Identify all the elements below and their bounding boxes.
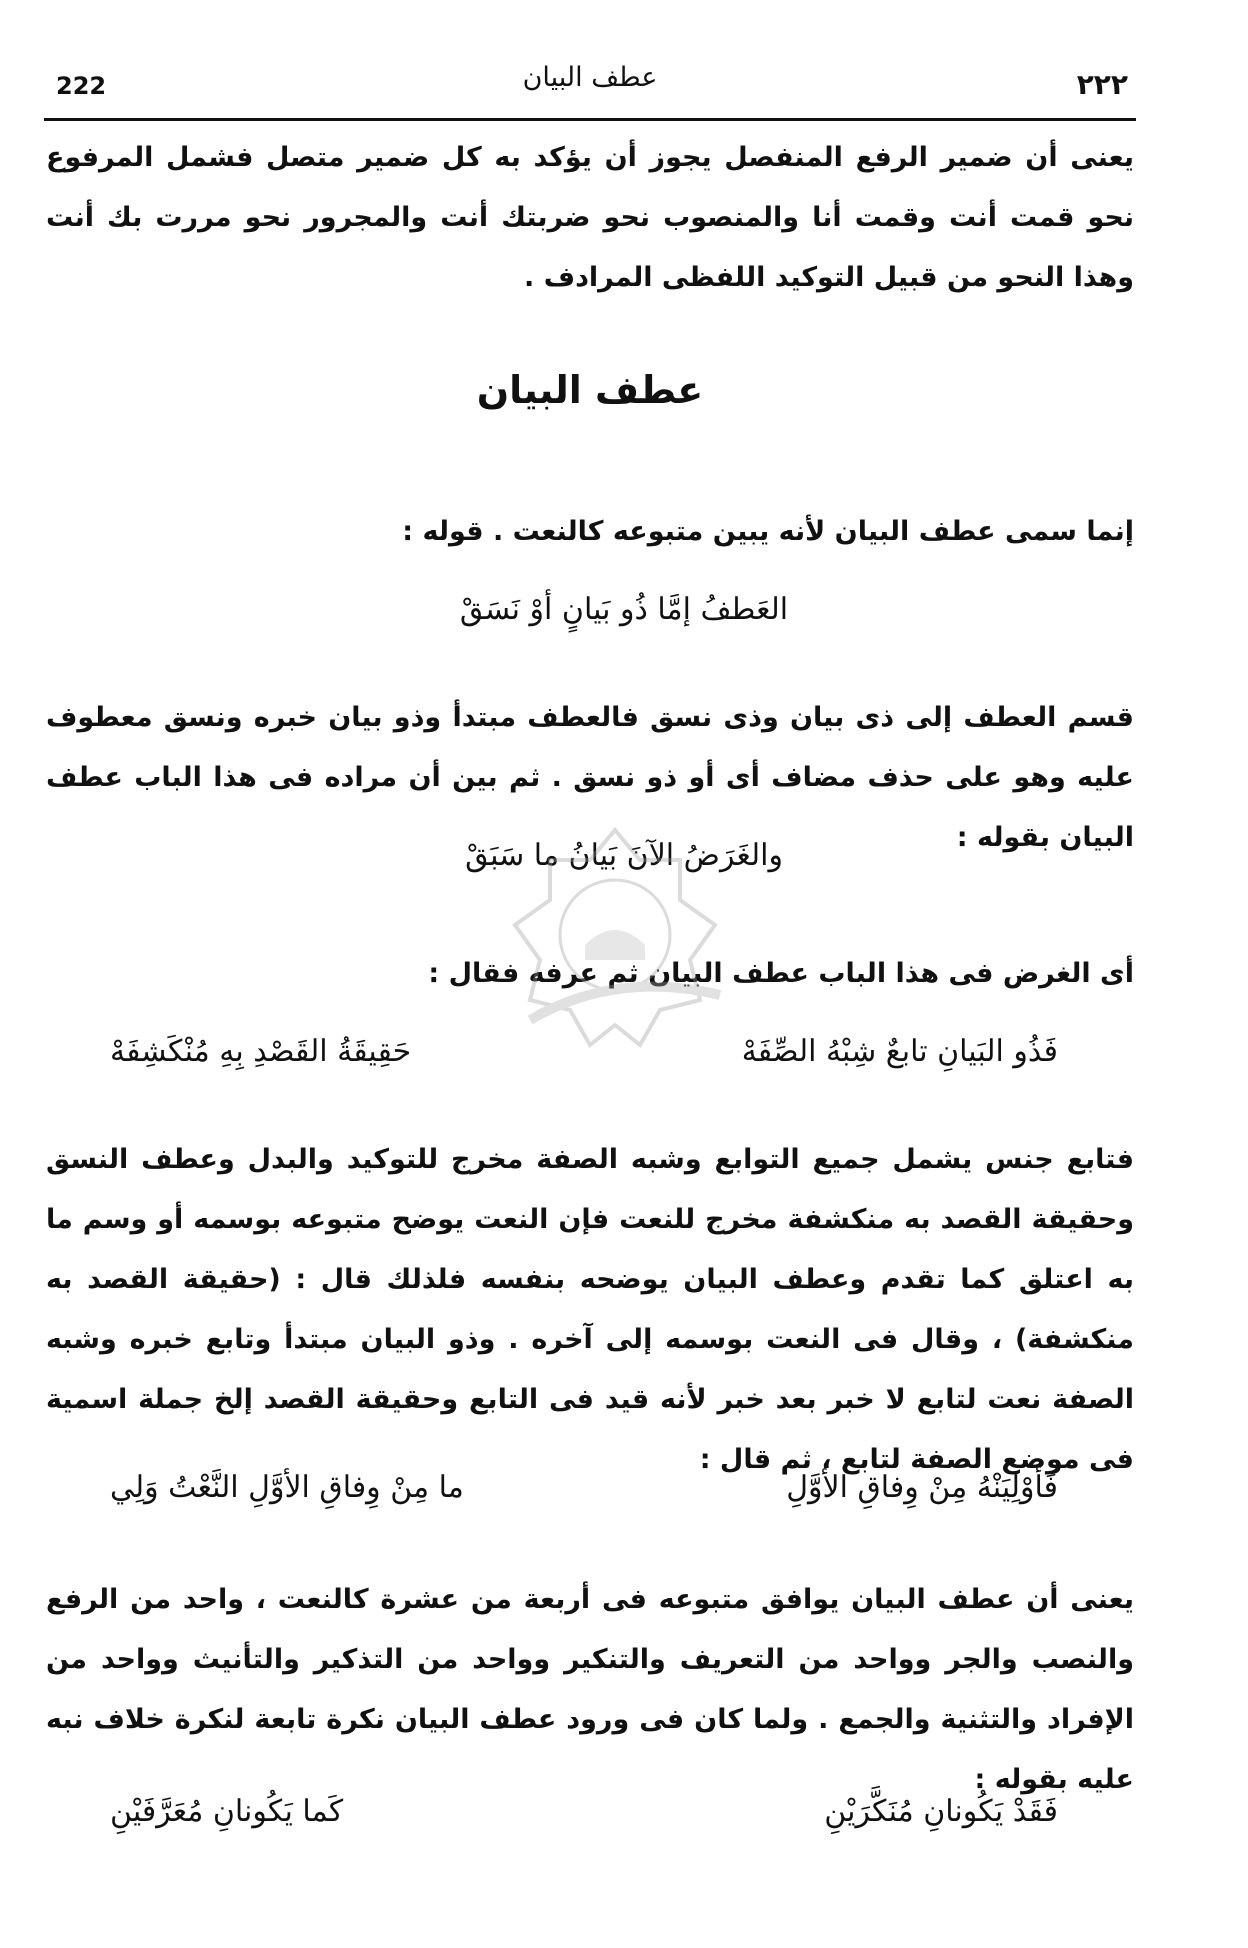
verse-3-first-hemistich: فَذُو البَيانِ تابعٌ شِبْهُ الصِّفَهْ — [741, 1034, 1058, 1069]
verse-4-first-hemistich: فَأوْلِيَنْهُ مِنْ وِفاقِ الأوَّلِ — [786, 1470, 1058, 1505]
paragraph-1: يعنى أن ضمير الرفع المنفصل يجوز أن يؤكد به كل ضمير متصل فشمل المرفوع نحو قمت أنت وقمت أنا والمنصوب نحو ضربتك أنت والمجرور نحو مررت بك أنت وهذا النحو من قبيل التوكيد اللفظى المرادف . — [46, 142, 1134, 293]
paragraph-2: إنما سمى عطف البيان لأنه يبين متبوعه كالنعت . قوله : — [402, 516, 1134, 547]
paragraph-5: فتابع جنس يشمل جميع التوابع وشبه الصفة مخرج للتوكيد والبدل وعطف النسق وحقيقة القصد به منكشفة مخرج للنعت فإن النعت يوضح متبوعه بوسمه أو وسم ما به اعتلق كما تقدم وعطف البيان يوضحه بنفسه فلذلك قال : (حقيقة القصد به منكشفة) ، وقال فى النعت بوسمه إلى آخره . وذو البيان مبتدأ وتابع خبره وشبه الصفة نعت لتابع لا خبر بعد خبر لأنه قيد فى التابع وحقيقة القصد إلخ جملة اسمية فى موضع الصفة لتابع ، ثم قال : — [46, 1144, 1134, 1475]
page-number-latin: 222 — [56, 72, 107, 100]
paragraph-3: قسم العطف إلى ذى بيان وذى نسق فالعطف مبتدأ وذو بيان خبره ونسق معطوف عليه وهو على حذف مضاف أى أو ذو نسق . ثم بين أن مراده فى هذا الباب عطف البيان بقوله : — [46, 702, 1134, 853]
page-header — [44, 54, 1136, 121]
verse-4-second-hemistich: ما مِنْ وِفاقِ الأوَّلِ النَّعْتُ وَلِي — [110, 1470, 464, 1505]
running-title: عطف البيان — [522, 62, 658, 93]
paragraph-6: يعنى أن عطف البيان يوافق متبوعه فى أربعة من عشرة كالنعت ، واحد من الرفع والنصب والجر وواحد من التعريف والتنكير وواحد من التذكير والتأنيث وواحد من الإفراد والتثنية والجمع . ولما كان فى ورود عطف البيان نكرة تابعة لنكرة خلاف نبه عليه بقوله : — [46, 1584, 1134, 1795]
verse-5-first-hemistich: فَقَدْ يَكُونانِ مُنَكَّرَيْنِ — [824, 1794, 1058, 1829]
verse-5-second-hemistich: كَما يَكُونانِ مُعَرَّفَيْنِ — [110, 1794, 344, 1829]
page-number-arabic: ٢٢٢ — [1076, 68, 1128, 101]
verse-3-second-hemistich: حَقِيقَةُ القَصْدِ بِهِ مُنْكَشِفَهْ — [110, 1034, 412, 1069]
paragraph-4: أى الغرض فى هذا الباب عطف البيان ثم عرفه فقال : — [428, 958, 1134, 989]
seal-stamp-icon — [490, 820, 740, 1070]
section-title: عطف البيان — [476, 368, 704, 412]
verse-1: العَطفُ إمَّا ذُو بَيانٍ أوْ نَسَقْ — [459, 592, 789, 627]
verse-2: والغَرَضُ الآنَ بَيانُ ما سَبَقْ — [465, 838, 783, 873]
